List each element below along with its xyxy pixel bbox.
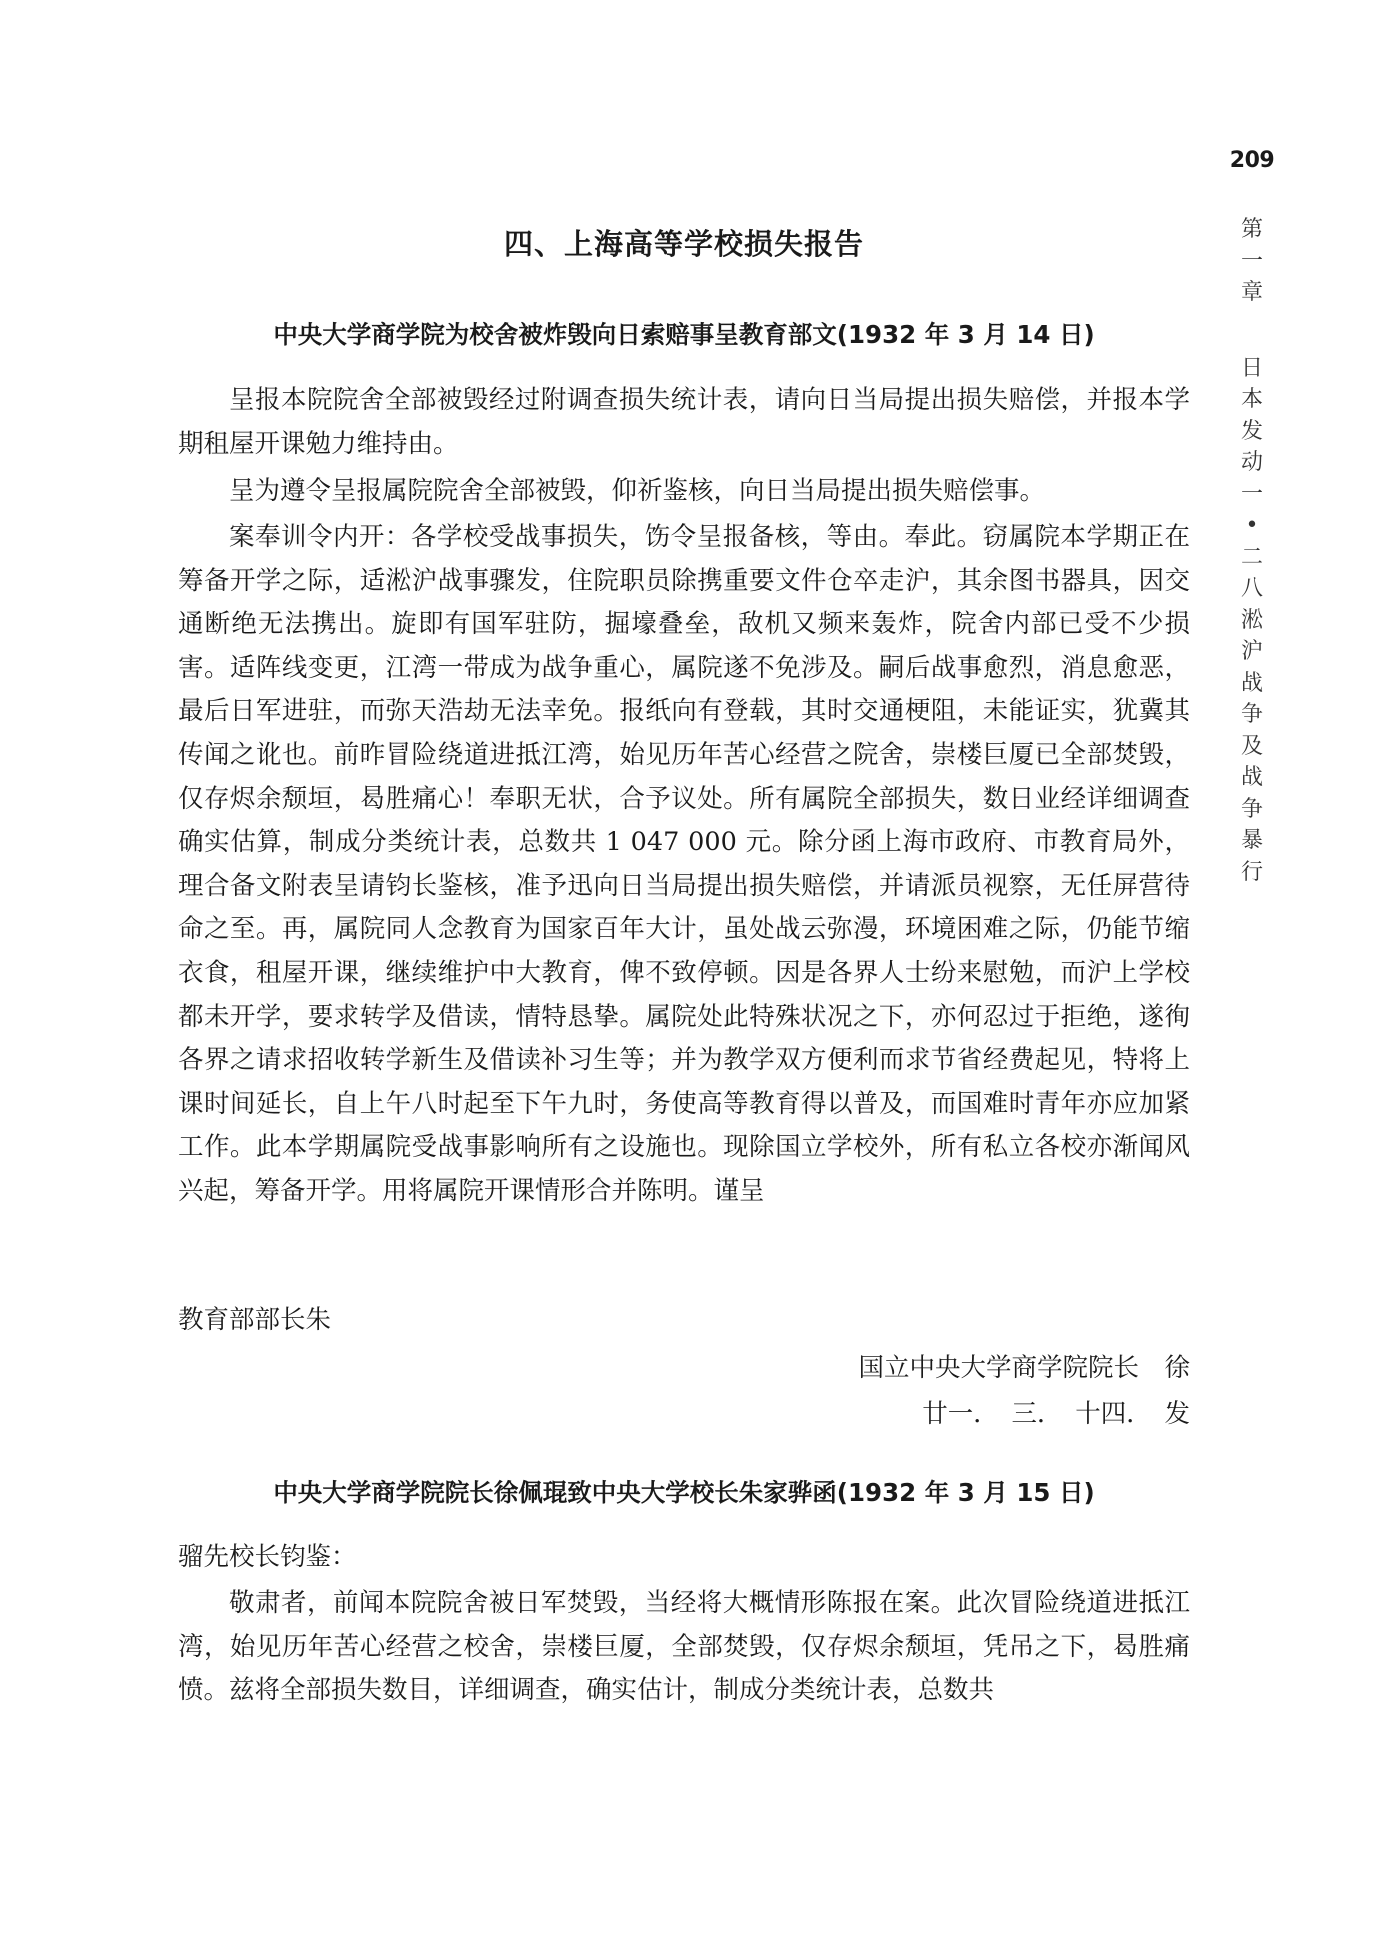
doc2-title: 中央大学商学院院长徐佩琨致中央大学校长朱家骅函(1932 年 3 月 15 日) bbox=[273, 1478, 1095, 1507]
doc1-paragraph-3: 案奉训令内开：各学校受战事损失，饬令呈报备核，等由。奉此。窃属院本学期正在筹备开学之际，适淞沪战事骤发，住院职员除携重要文件仓卒走沪，其余图书器具，因交通断绝无法携出。旋即有国军驻防，掘壕叠垒，敌机又频来轰炸，院舍内部已受不少损害。适阵线变更，江湾一带成为战争重心，属院遂不免涉及。嗣后战事愈烈，消息愈恶，最后日军进驻，而弥天浩劫无法幸免。报纸向有登载，其时交通梗阻，未能证实，犹冀其传闻之讹也。前昨冒险绕道进抵江湾，始见历年苦心经营之院舍，崇楼巨厦已全部焚毁，仅存烬余颓垣，曷胜痛心！奉职无状，合予议处。所有属院全部损失，数日业经详细调查确实估算，制成分类统计表，总数共 1 047 000 元。除分函上海市政府、市教育局外，理合备文附表呈请钧长鉴核，准予迅向日当局提出损失赔偿，并请派员视察，无任屏营待命之至。再，属院同人念教育为国家百年大计，虽处战云弥漫，环境困难之际，仍能节缩衣食，租屋开课，继续维护中大教育，俾不致停顿。因是各界人士纷来慰勉，而沪上学校都未开学，要求转学及借读，情特恳挚。属院处此特殊状况之下，亦何忍过于拒绝，遂徇各界之请求招收转学新生及借读补习生等；并为教学双方便利而求节省经费起见，特将上课时间延长，自上午八时起至下午九时，务使高等教育得以普及，而国难时青年亦应加紧工作。此本学期属院受战事影响所有之设施也。现除国立学校外，所有私立各校亦渐闻风兴起，筹备开学。用将属院开课情形合并陈明。谨呈 bbox=[178, 522, 1190, 1206]
running-head-title-char: 沪 bbox=[1240, 639, 1263, 664]
doc1-date: 廿一． 三． 十四． 发 bbox=[922, 1399, 1190, 1429]
doc1-paragraph-2: 呈为遵令呈报属院院舍全部被毁，仰祈鉴核，向日当局提出损失赔偿事。 bbox=[229, 476, 1046, 506]
running-head-title-char: 日 bbox=[1240, 355, 1263, 381]
running-head-chapter-char: 章 bbox=[1240, 280, 1263, 305]
doc1-paragraph-1: 呈报本院院舍全部被毁经过附调查损失统计表，请向日当局提出损失赔偿，并报本学期租屋开课勉力维持由。 bbox=[178, 385, 1190, 459]
doc1-signature: 国立中央大学商学院院长 徐 bbox=[858, 1353, 1190, 1383]
running-head-title-char: 争 bbox=[1240, 796, 1263, 822]
running-head-title-char: 暴 bbox=[1240, 828, 1263, 853]
doc2-paragraph-1: 敬肃者，前闻本院院舍被日军焚毁，当经将大概情形陈报在案。此次冒险绕道进抵江湾，始见历年苦心经营之校舍，崇楼巨厦，全部焚毁，仅存烬余颓垣，凭吊之下，曷胜痛愤。兹将全部损失数目，详细调查，确实估计，制成分类统计表，总数共 bbox=[178, 1588, 1190, 1706]
running-head-title-char: 八 bbox=[1240, 576, 1263, 601]
running-head-title-char: 淞 bbox=[1240, 607, 1263, 633]
running-head-title-char: 行 bbox=[1240, 859, 1263, 885]
running-head-title-char: 动 bbox=[1240, 450, 1263, 475]
doc2-salutation: 骝先校长钧鉴： bbox=[178, 1542, 357, 1572]
running-head-title-char: 战 bbox=[1240, 670, 1263, 696]
running-head-chapter-char: 第 bbox=[1240, 217, 1263, 242]
running-head-title-char: 争 bbox=[1240, 702, 1263, 727]
section-title: 四、上海高等学校损失报告 bbox=[503, 227, 864, 261]
running-head bbox=[1237, 214, 1267, 888]
doc1-addressee: 教育部部长朱 bbox=[178, 1305, 332, 1335]
running-head-title-char: 本 bbox=[1240, 387, 1263, 412]
running-head-title-char: 战 bbox=[1240, 765, 1263, 790]
running-head-title-char: 一 bbox=[1240, 481, 1263, 507]
running-head-title-char: 发 bbox=[1240, 418, 1263, 444]
doc1-title: 中央大学商学院为校舍被炸毁向日索赔事呈教育部文(1932 年 3 月 14 日) bbox=[273, 320, 1095, 349]
running-head-title-char: 二 bbox=[1240, 544, 1263, 570]
running-head-gap bbox=[1237, 309, 1267, 353]
running-head-chapter-char: 一 bbox=[1240, 248, 1263, 274]
running-head-title-char: 及 bbox=[1240, 733, 1263, 759]
running-head-title-char: • bbox=[1245, 513, 1259, 538]
page-number: 209 bbox=[1229, 148, 1275, 173]
